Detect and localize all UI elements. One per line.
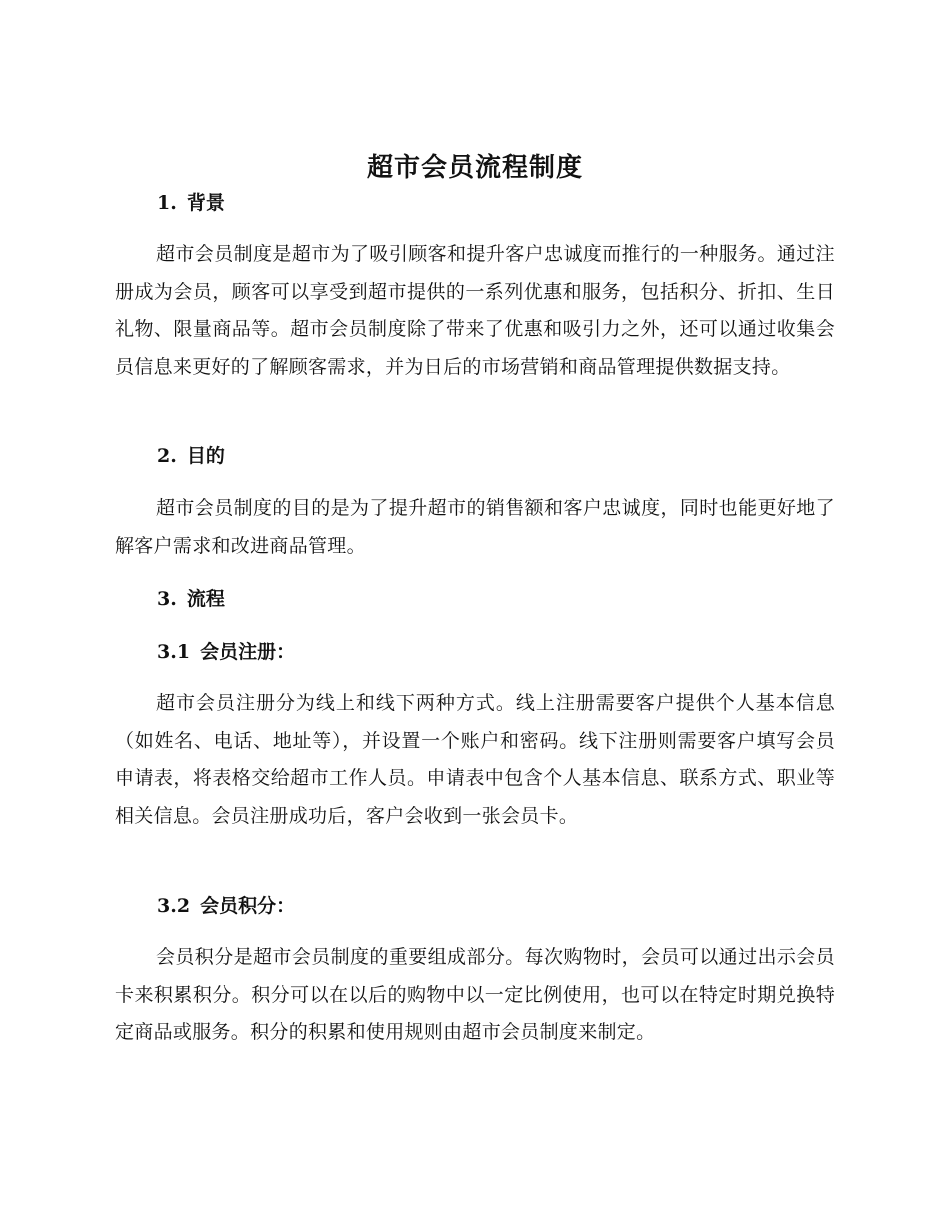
section-heading-text: 背景 xyxy=(186,192,225,214)
section-heading-text: 目的 xyxy=(186,445,225,467)
section-2-heading xyxy=(157,441,225,471)
section-number: 1. xyxy=(157,192,177,214)
section-number: 3.1 xyxy=(157,641,191,663)
section-3-heading xyxy=(157,584,225,614)
document-title: 超市会员流程制度 xyxy=(366,153,583,183)
section-number: 2. xyxy=(157,445,177,467)
section-heading-text: 会员积分： xyxy=(200,895,296,917)
section-1-heading xyxy=(157,188,225,218)
section-3-1-paragraph: 超市会员注册分为线上和线下两种方式。线上注册需要客户提供个人基本信息（如姓名、电话、地址等），并设置一个账户和密码。线下注册则需要客户填写会员申请表，将表格交给超市工作人员。申请表中包含个人基本信息、联系方式、职业等相关信息。会员注册成功后，客户会收到一张会员卡。 xyxy=(115,692,835,827)
section-3-1-heading xyxy=(157,637,295,667)
section-1-paragraph: 超市会员制度是超市为了吸引顾客和提升客户忠诚度而推行的一种服务。通过注册成为会员，顾客可以享受到超市提供的一系列优惠和服务，包括积分、折扣、生日礼物、限量商品等。超市会员制度除了带来了优惠和吸引力之外，还可以通过收集会员信息来更好的了解顾客需求，并为日后的市场营销和商品管理提供数据支持。 xyxy=(115,243,835,378)
section-3-2-paragraph: 会员积分是超市会员制度的重要组成部分。每次购物时，会员可以通过出示会员卡来积累积分。积分可以在以后的购物中以一定比例使用，也可以在特定时期兑换特定商品或服务。积分的积累和使用规则由超市会员制度来制定。 xyxy=(115,946,835,1043)
section-number: 3.2 xyxy=(157,895,191,917)
section-number: 3. xyxy=(157,588,177,610)
section-3-2-heading xyxy=(157,891,295,921)
section-2-paragraph: 超市会员制度的目的是为了提升超市的销售额和客户忠诚度，同时也能更好地了解客户需求和改进商品管理。 xyxy=(115,497,835,557)
section-heading-text: 流程 xyxy=(186,588,225,610)
section-heading-text: 会员注册： xyxy=(200,641,296,663)
